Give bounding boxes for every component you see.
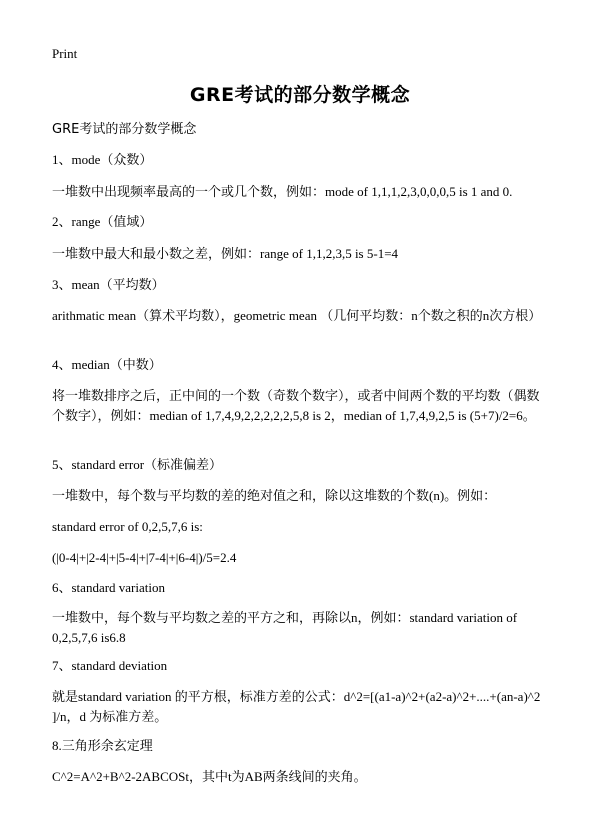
section-heading-range: 2、range（值域） xyxy=(52,214,153,229)
section-heading-standard-error: 5、standard error（标准偏差） xyxy=(52,457,223,472)
section-body-standard-error: 一堆数中，每个数与平均数的差的绝对值之和，除以这堆数的个数(n)。例如： xyxy=(52,488,497,503)
section-body-standard-variation: 一堆数中，每个数与平均数之差的平方之和，再除以n，例如：standard variation of 0,2,5,7,6 is6.8 xyxy=(52,610,518,645)
section-body-law-of-cosines: C^2=A^2+B^2-2ABCOSt，其中t为AB两条线间的夹角。 xyxy=(52,769,367,784)
page-title: GRE考试的部分数学概念 xyxy=(189,84,411,106)
section-heading-mode: 1、mode（众数） xyxy=(52,152,153,167)
section-formula-standard-error: (|0-4|+|2-4|+|5-4|+|7-4|+|6-4|)/5=2.4 xyxy=(52,550,237,565)
section-body-standard-deviation: 就是standard variation 的平方根，标准方差的公式：d^2=[(a1-a)^2+(a2-a)^2+....+(an-a)^2 ]/n，d 为标准方差。 xyxy=(52,689,541,724)
section-body-range: 一堆数中最大和最小数之差，例如：range of 1,1,2,3,5 is 5-1=4 xyxy=(52,246,399,261)
section-heading-law-of-cosines: 8.三角形余玄定理 xyxy=(52,738,153,753)
section-heading-standard-deviation: 7、standard deviation xyxy=(52,658,168,673)
section-body-mode: 一堆数中出现频率最高的一个或几个数，例如：mode of 1,1,1,2,3,0,0,0,5 is 1 and 0. xyxy=(52,184,513,199)
section-body-median: 将一堆数排序之后，正中间的一个数（奇数个数字），或者中间两个数的平均数（偶数个数字），例如：median of 1,7,4,9,2,2,2,2,2,5,8 is 2，median of 1,7,4,9,2,5 is (5+7)/2=6。 xyxy=(52,388,540,423)
section-body-mean: arithmatic mean（算术平均数），geometric mean （几何平均数：n个数之积的n次方根） xyxy=(52,308,542,323)
print-link[interactable]: Print xyxy=(52,46,78,61)
section-heading-median: 4、median（中数） xyxy=(52,357,162,372)
section-heading-mean: 3、mean（平均数） xyxy=(52,277,165,292)
intro-line: GRE考试的部分数学概念 xyxy=(52,122,197,137)
section-example-standard-error: standard error of 0,2,5,7,6 is: xyxy=(52,519,203,534)
section-heading-standard-variation: 6、standard variation xyxy=(52,580,165,595)
